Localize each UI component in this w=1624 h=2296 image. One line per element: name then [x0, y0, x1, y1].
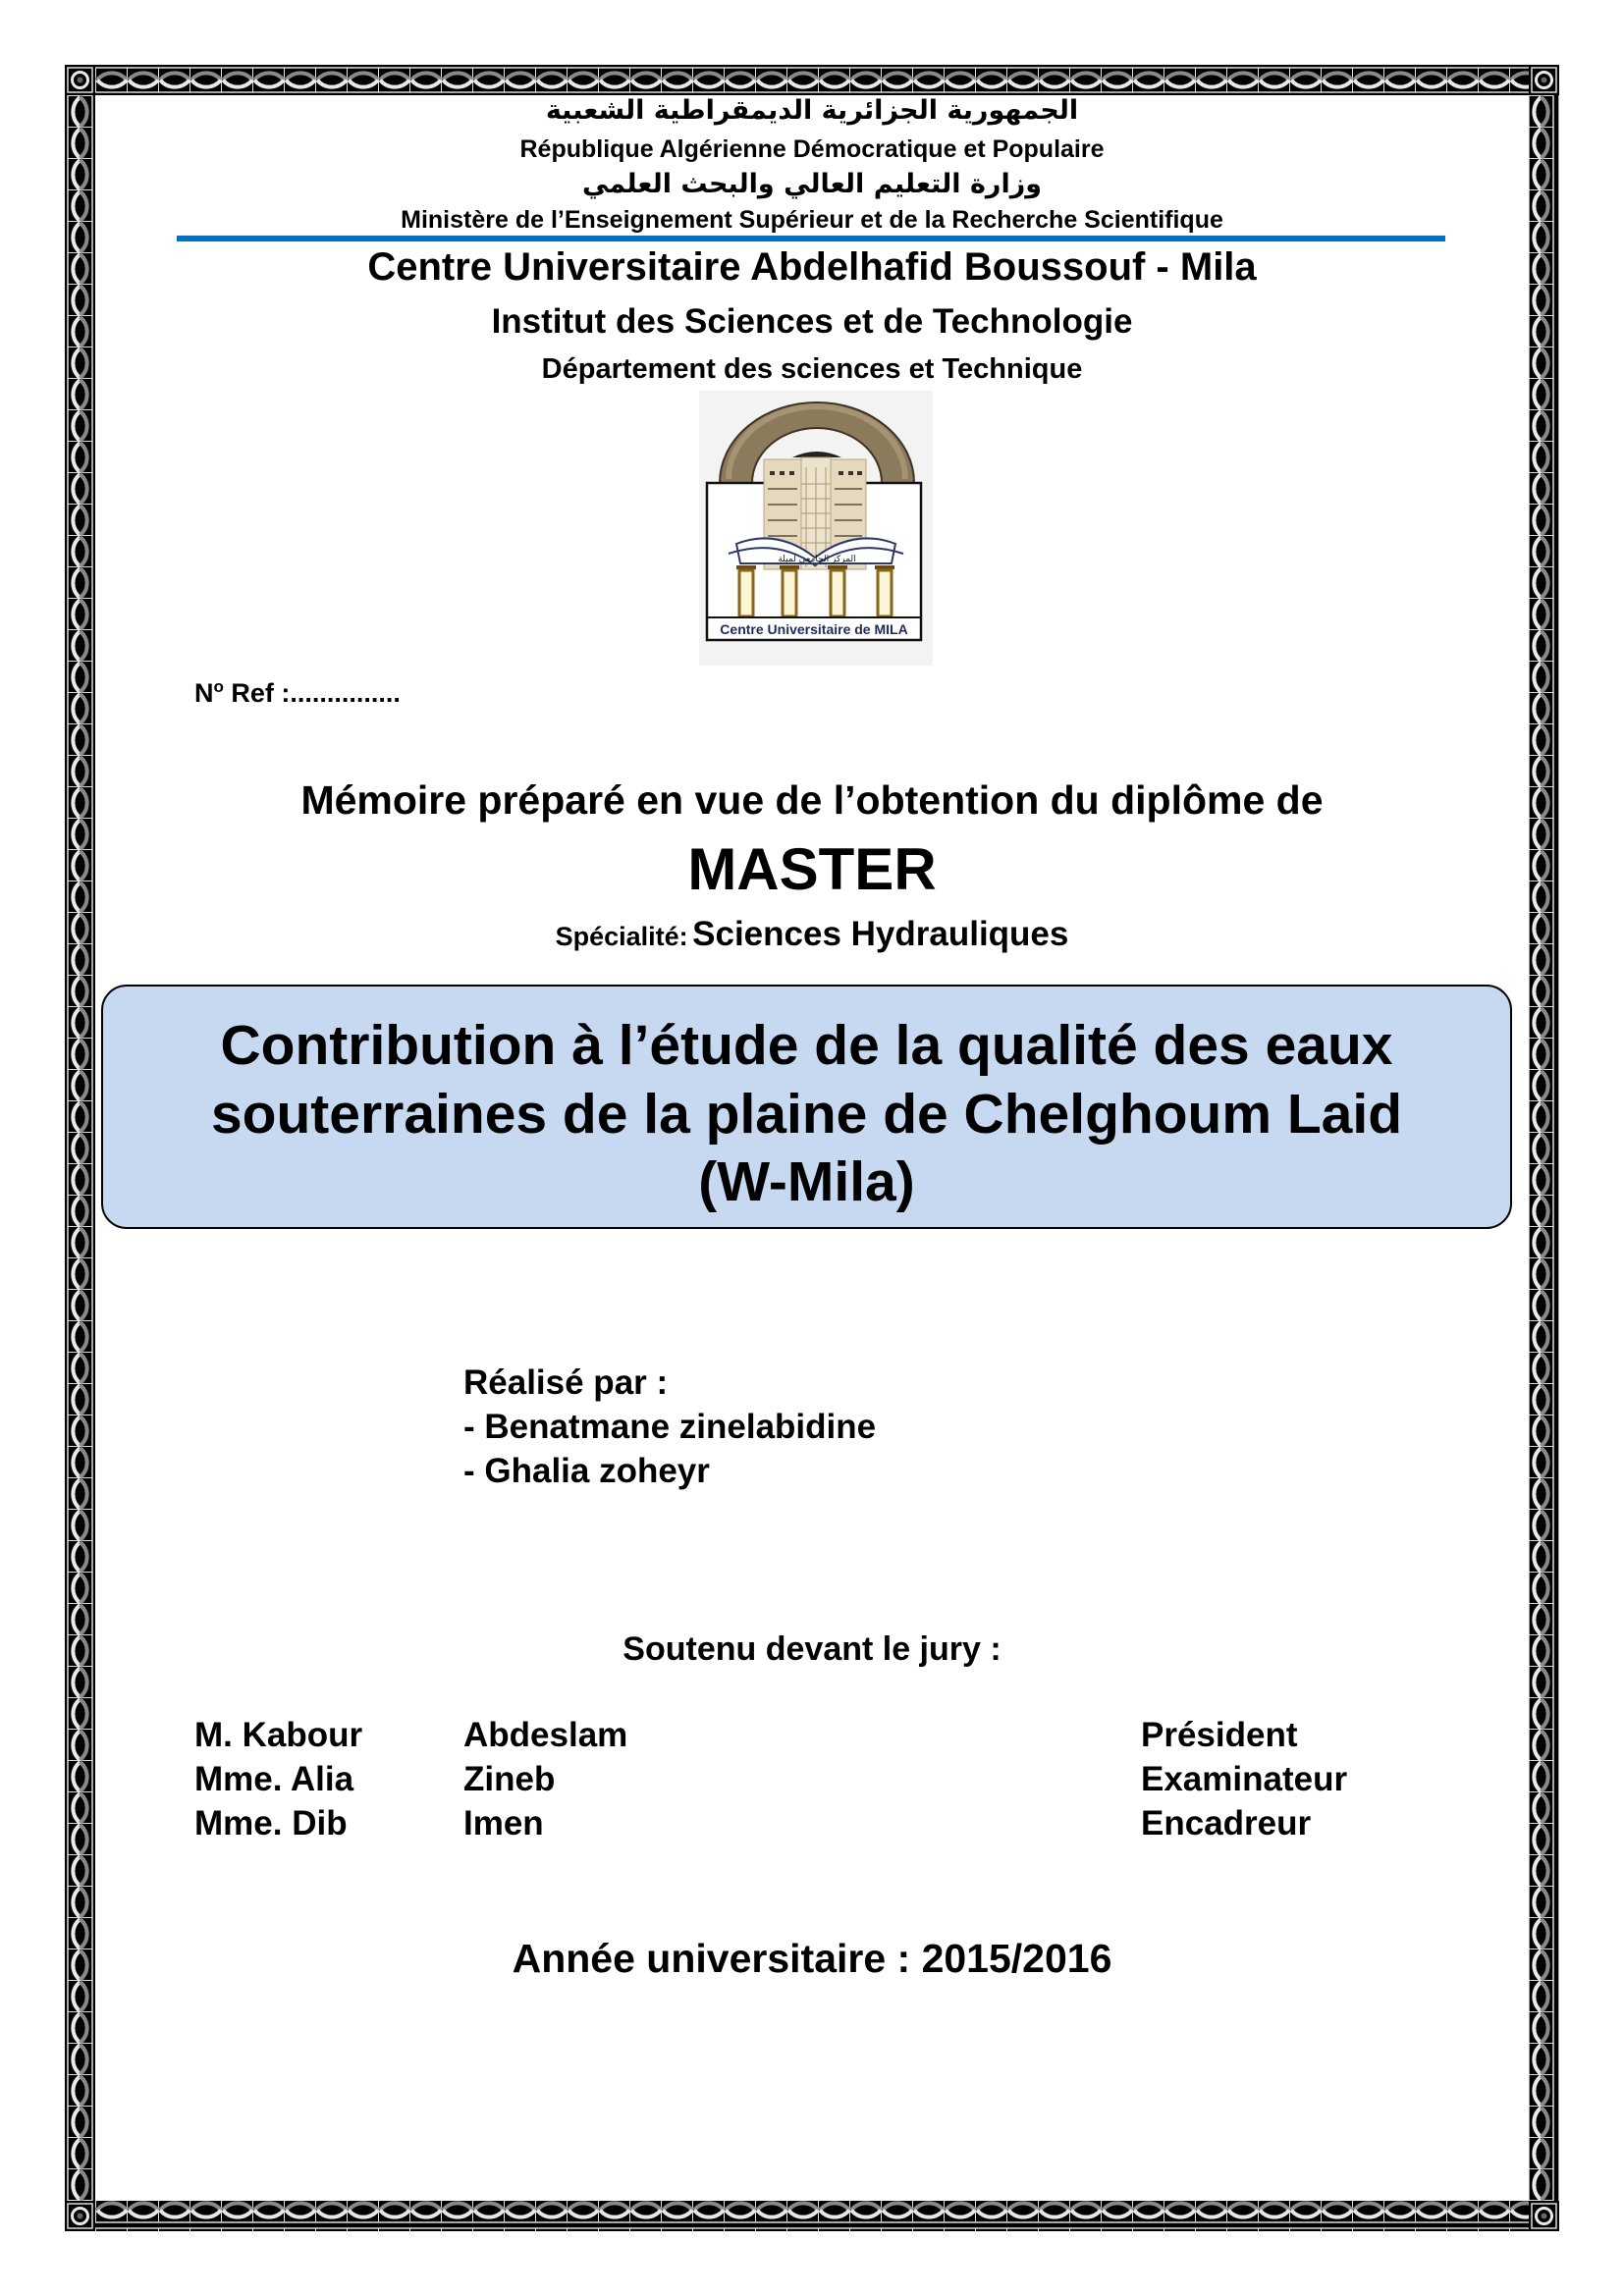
reference-label: Ref :: [223, 678, 291, 708]
header-republic: République Algérienne Démocratique et Populaire: [519, 135, 1105, 163]
jury-member-name: Mme. Alia: [194, 1760, 354, 1798]
institution-centre: Centre Universitaire Abdelhafid Boussouf - Mila: [367, 245, 1257, 289]
author-2: - Ghalia zoheyr: [463, 1452, 710, 1490]
jury-member-first-name: Zineb: [463, 1760, 556, 1798]
jury-member-role: Examinateur: [1141, 1760, 1348, 1798]
border-right: [1529, 95, 1559, 2201]
border-left: [65, 95, 95, 2201]
thesis-title-line-3: (W-Mila): [698, 1150, 915, 1213]
reference-dots: ...............: [290, 678, 401, 708]
degree-specialty: [0, 913, 1624, 963]
institution-department: Département des sciences et Technique: [541, 353, 1083, 385]
author-1: - Benatmane zinelabidine: [463, 1408, 877, 1446]
border-bottom: [95, 2201, 1529, 2231]
border-corner-top-right: [1529, 65, 1559, 95]
degree-intro: Mémoire préparé en vue de l’obtention du diplôme de: [300, 777, 1324, 823]
header-divider-rule: [177, 236, 1445, 241]
specialty-value: Sciences Hydrauliques: [692, 915, 1069, 953]
reference-number: [194, 670, 401, 710]
institution-institute: Institut des Sciences et de Technologie: [491, 302, 1133, 341]
specialty-label: Spécialité:: [555, 922, 688, 951]
reference-o: o: [213, 677, 224, 696]
header-arabic-ministry: وزارة التعليم العالي والبحث العلمي: [581, 169, 1043, 199]
border-corner-top-left: [65, 65, 95, 95]
jury-label: Soutenu devant le jury :: [623, 1630, 1001, 1668]
header-ministry: Ministère de l’Enseignement Supérieur et de la Recherche Scientifique: [401, 206, 1223, 234]
authors-label: Réalisé par :: [463, 1363, 669, 1402]
jury-member-name: M. Kabour: [194, 1716, 363, 1754]
thesis-title-box: [101, 985, 1512, 1229]
jury-member-role: Encadreur: [1141, 1804, 1312, 1842]
border-corner-bottom-right: [1529, 2201, 1559, 2231]
logo-arabic-text: المركز الجامعي لميلة: [778, 555, 856, 564]
university-logo: [699, 391, 933, 666]
jury-member-role: Président: [1141, 1716, 1298, 1754]
degree-level: MASTER: [687, 836, 937, 902]
header-arabic-republic: الجمهورية الجزائرية الديمقراطية الشعبية: [545, 95, 1079, 126]
jury-member-first-name: Imen: [463, 1804, 544, 1842]
jury-member-first-name: Abdeslam: [463, 1716, 628, 1754]
border-top: [95, 65, 1529, 95]
jury-member-name: Mme. Dib: [194, 1804, 348, 1842]
logo-caption: Centre Universitaire de MILA: [720, 621, 908, 637]
border-corner-bottom-left: [65, 2201, 95, 2231]
thesis-title-line-2: souterraines de la plaine de Chelghoum Laid: [210, 1083, 1403, 1146]
reference-n: N: [194, 678, 214, 708]
academic-year: Année universitaire : 2015/2016: [512, 1936, 1112, 1981]
thesis-title-line-1: Contribution à l’étude de la qualité des eaux: [220, 1014, 1393, 1077]
